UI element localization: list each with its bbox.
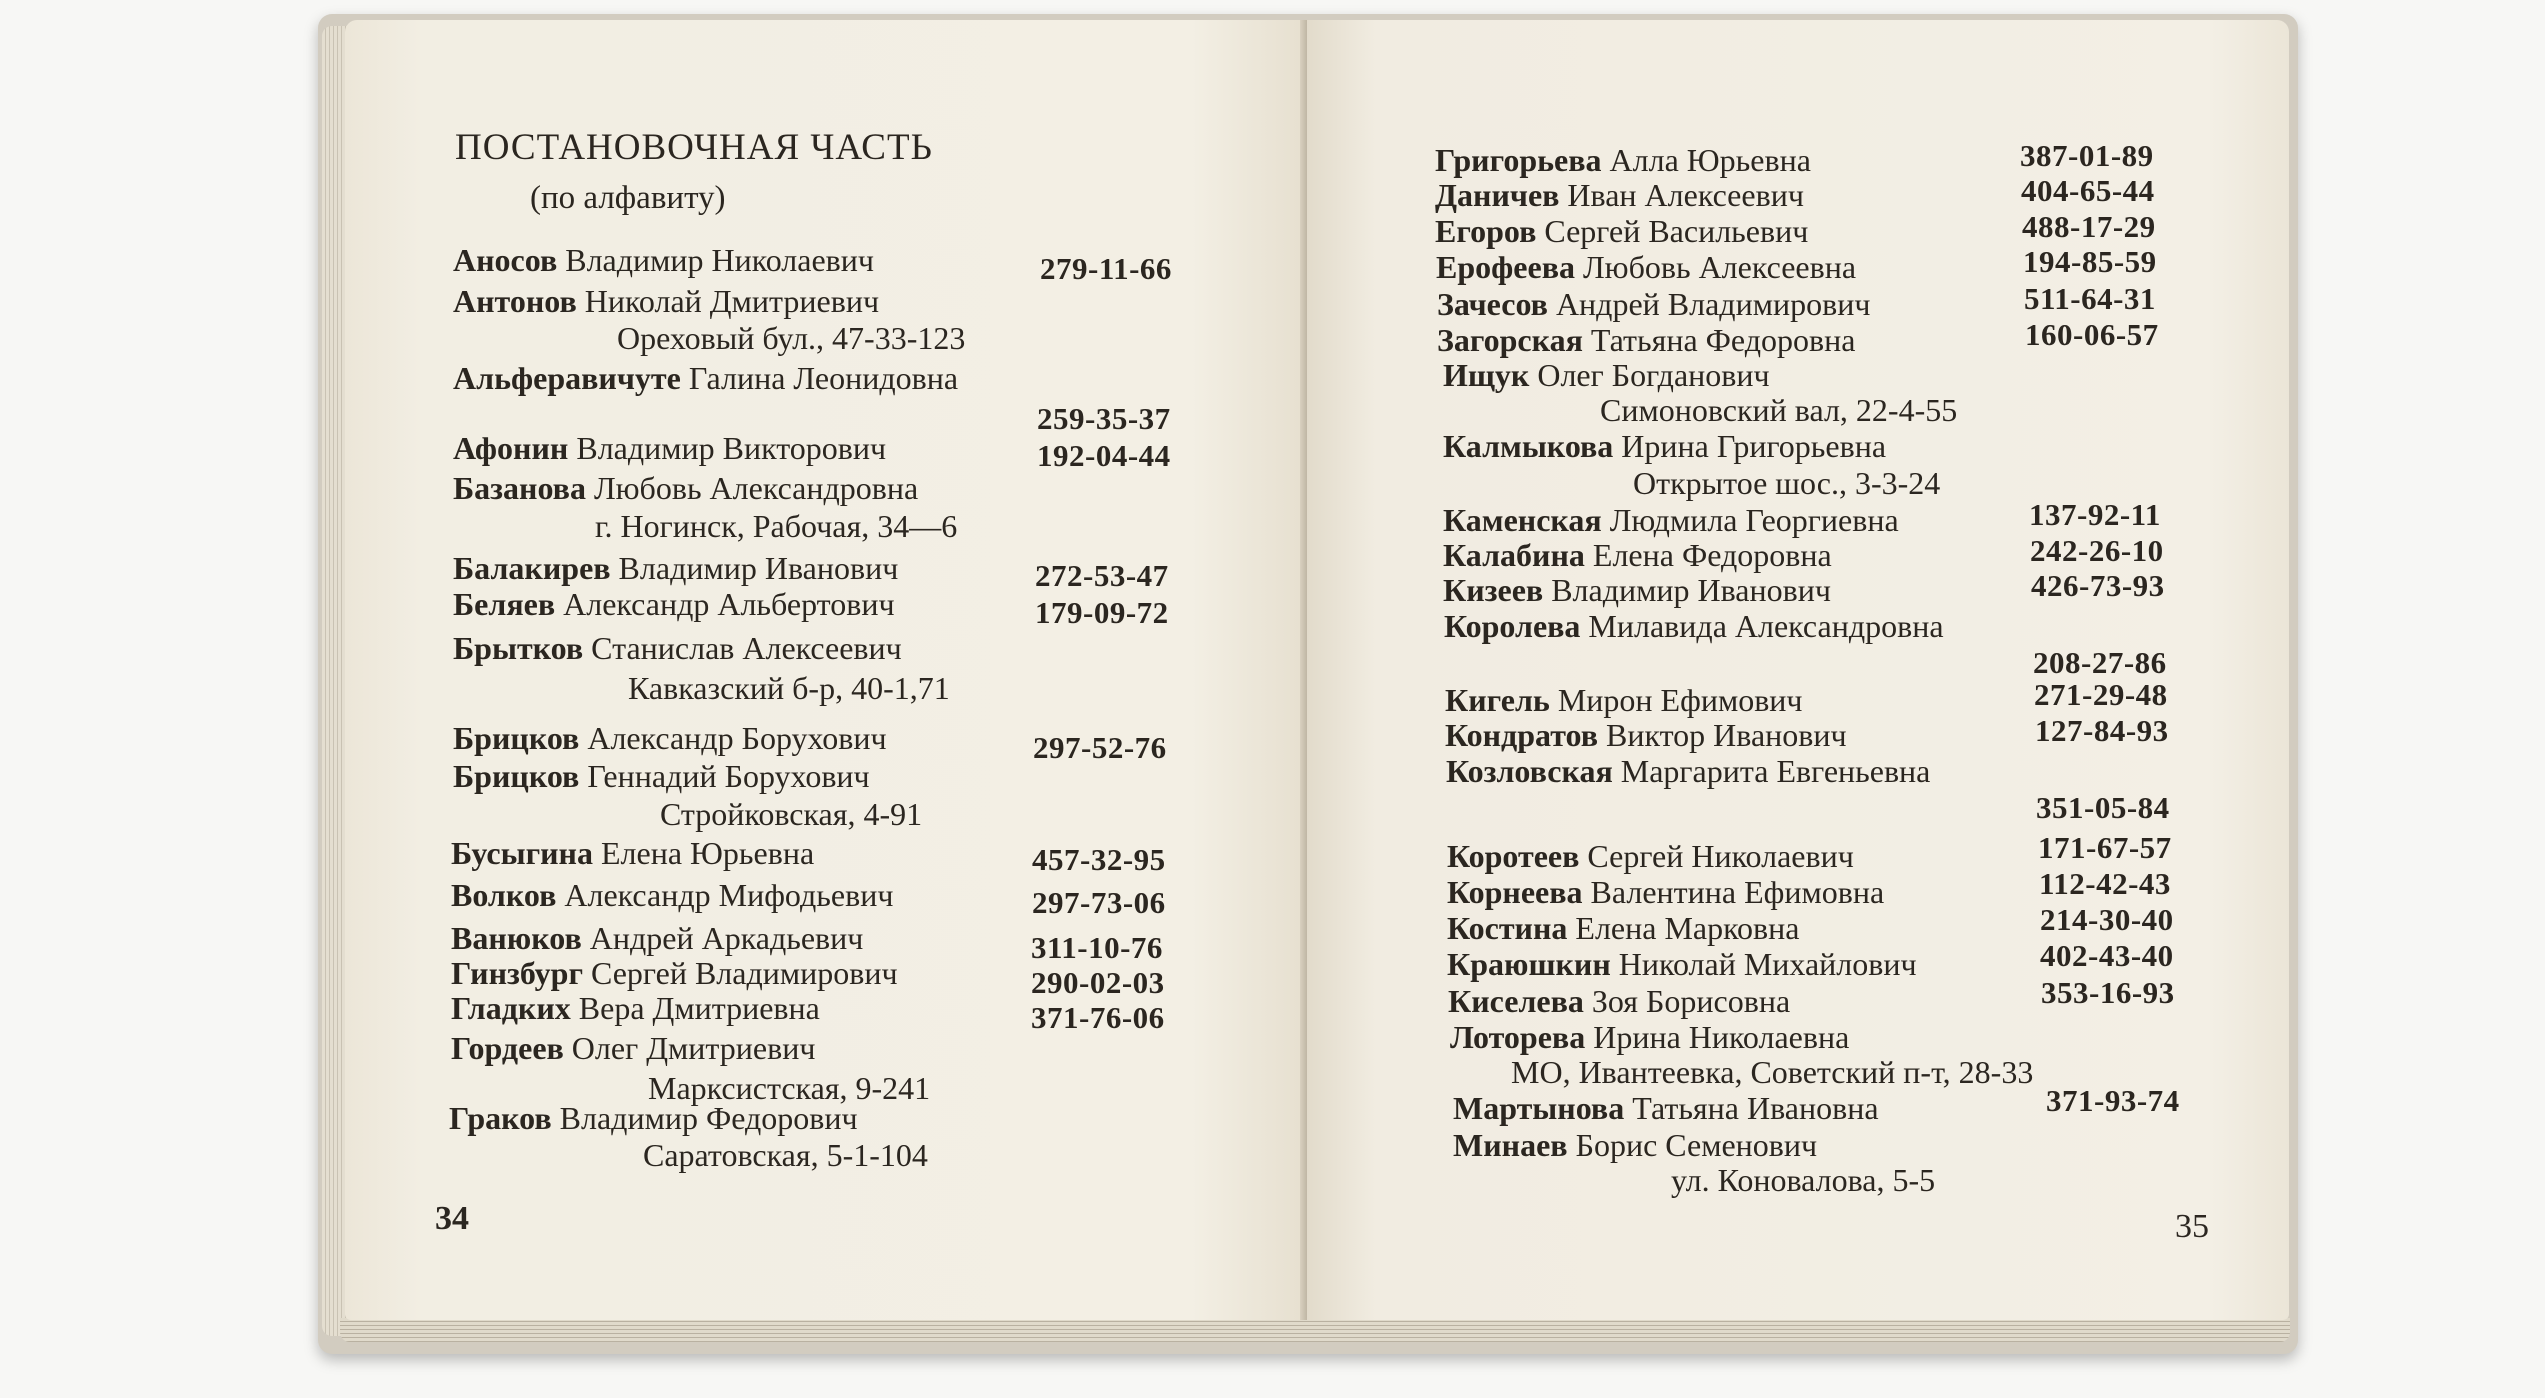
entry-name: Брицков Геннадий Борухович [453,758,870,794]
entry-name: Беляев Александр Альбертович [453,586,895,622]
entry-name: Антонов Николай Дмитриевич [453,283,880,319]
entry-name: Калмыкова Ирина Григорьевна [1443,428,1887,464]
entry-phone: 171-67-57 [2038,830,2172,865]
page-number: 34 [435,1200,469,1237]
entry-phone: 371-93-74 [2046,1083,2180,1118]
entry-phone: 457-32-95 [1032,842,1166,877]
entry-phone: 297-52-76 [1033,730,1167,765]
entry-name: Загорская Татьяна Федоровна [1437,322,1856,358]
entry-phone: 259-35-37 [1037,401,1171,436]
entry-phone: 402-43-40 [2040,938,2174,973]
entry-address: Марксистская, 9-241 [648,1070,931,1106]
entry-phone: 371-76-06 [1031,1000,1165,1035]
entry-name: Базанова Любовь Александровна [453,470,919,506]
entry-name: Егоров Сергей Васильевич [1435,213,1809,249]
entry-name: Граков Владимир Федорович [449,1100,858,1136]
entry-name: Брытков Станислав Алексеевич [453,630,902,666]
entry-address: Стройковская, 4-91 [660,796,923,832]
entry-name: Лоторева Ирина Николаевна [1450,1019,1850,1055]
entry-phone: 160-06-57 [2025,317,2159,352]
entry-phone: 271-29-48 [2034,677,2168,712]
section-subheading: (по алфавиту) [530,180,726,216]
entry-name: Брицков Александр Борухович [453,720,887,756]
entry-phone: 426-73-93 [2031,568,2165,603]
entry-phone: 404-65-44 [2021,173,2155,208]
entry-phone: 353-16-93 [2041,975,2175,1010]
entry-address: Симоновский вал, 22-4-55 [1600,392,1958,428]
entry-name: Краюшкин Николай Михайлович [1447,946,1917,982]
entry-name: Бусыгина Елена Юрьевна [451,835,815,871]
entry-name: Кондратов Виктор Иванович [1445,717,1847,753]
entry-phone: 488-17-29 [2022,209,2156,244]
entry-name: Каменская Людмила Георгиевна [1443,502,1899,538]
entry-address: Кавказский б-р, 40-1,71 [628,670,950,706]
entry-name: Костина Елена Марковна [1447,910,1800,946]
entry-name: Кизеев Владимир Иванович [1443,572,1831,608]
entry-phone: 179-09-72 [1035,595,1169,630]
entry-phone: 511-64-31 [2024,281,2156,316]
entry-name: Кигель Мирон Ефимович [1445,682,1803,718]
entry-address: Открытое шос., 3-3-24 [1633,465,1941,501]
entry-address: г. Ногинск, Рабочая, 34—6 [595,508,958,544]
entry-name: Козловская Маргарита Евгеньевна [1446,753,1931,789]
entry-phone: 194-85-59 [2023,244,2157,279]
entry-name: Афонин Владимир Викторович [453,430,887,466]
entry-phone: 208-27-86 [2033,645,2167,680]
right-page [1307,20,2289,1320]
entry-phone: 214-30-40 [2040,902,2174,937]
entry-address: МО, Ивантеевка, Советский п-т, 28-33 [1511,1054,2034,1090]
entry-phone: 290-02-03 [1031,965,1165,1000]
entry-address: ул. Коновалова, 5-5 [1671,1162,1936,1198]
page-number: 35 [2175,1208,2209,1245]
entry-phone: 137-92-11 [2029,497,2161,532]
entry-name: Ищук Олег Богданович [1443,357,1770,393]
entry-name: Балакирев Владимир Иванович [453,550,899,586]
entry-name: Корнеева Валентина Ефимовна [1447,874,1885,910]
entry-name: Коротеев Сергей Николаевич [1447,838,1854,874]
entry-phone: 311-10-76 [1031,930,1163,965]
entry-name: Ерофеева Любовь Алексеевна [1436,249,1857,285]
entry-name: Григорьева Алла Юрьевна [1435,142,1811,178]
entry-name: Мартынова Татьяна Ивановна [1453,1090,1879,1126]
page-edges-bottom [340,1318,2290,1342]
entry-name: Королева Милавида Александровна [1444,608,1944,644]
entry-phone: 351-05-84 [2036,790,2170,825]
entry-phone: 192-04-44 [1037,438,1171,473]
entry-name: Зачесов Андрей Владимирович [1437,286,1871,322]
entry-phone: 297-73-06 [1032,885,1166,920]
entry-address: Саратовская, 5-1-104 [643,1137,928,1173]
entry-name: Гладких Вера Дмитриевна [451,990,820,1026]
section-heading: ПОСТАНОВОЧНАЯ ЧАСТЬ [455,127,933,168]
entry-phone: 112-42-43 [2039,866,2171,901]
entry-name: Даничев Иван Алексеевич [1435,177,1804,213]
entry-name: Ванюков Андрей Аркадьевич [451,920,864,956]
entry-name: Киселева Зоя Борисовна [1448,983,1791,1019]
left-page [345,20,1307,1320]
entry-name: Гордеев Олег Дмитриевич [451,1030,816,1066]
entry-phone: 127-84-93 [2035,713,2169,748]
entry-name: Калабина Елена Федоровна [1443,537,1832,573]
entry-name: Альферавичуте Галина Леонидовна [453,360,959,396]
entry-name: Волков Александр Мифодьевич [451,877,894,913]
entry-name: Гинзбург Сергей Владимирович [451,955,898,991]
entry-phone: 387-01-89 [2020,138,2154,173]
entry-phone: 279-11-66 [1040,251,1172,286]
entry-name: Минаев Борис Семенович [1453,1127,1818,1163]
entry-phone: 242-26-10 [2030,533,2164,568]
entry-phone: 272-53-47 [1035,558,1169,593]
entry-name: Аносов Владимир Николаевич [453,242,874,278]
entry-address: Ореховый бул., 47-33-123 [617,320,966,356]
